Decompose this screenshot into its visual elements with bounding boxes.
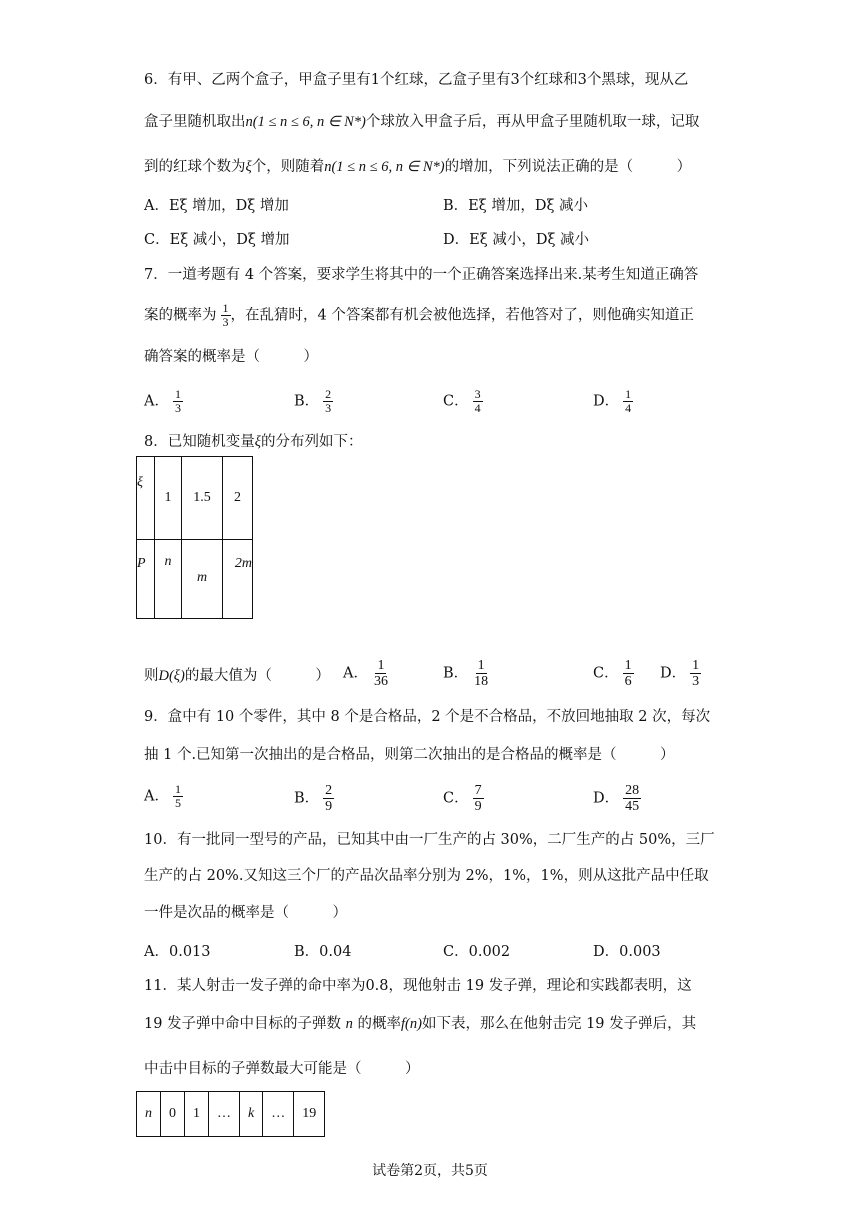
q9-option-d[interactable]: D． $\frac{28}{45}$ bbox=[593, 783, 640, 814]
q7-option-a[interactable]: A． $\frac{1}{3}$ bbox=[144, 387, 181, 415]
q9-option-b[interactable]: B． $\frac{2}{9}$ bbox=[294, 783, 333, 814]
table-cell: n bbox=[137, 1092, 161, 1137]
q8-option-d[interactable]: D． $\frac{1}{3}$ bbox=[660, 658, 700, 689]
table-cell: k bbox=[240, 1092, 263, 1137]
table-cell: … bbox=[209, 1092, 240, 1137]
q7-line3: 确答案的概率是（ ） bbox=[144, 349, 318, 365]
shots-table bbox=[136, 1091, 325, 1137]
table-row bbox=[137, 540, 253, 619]
q6-option-c[interactable]: C．Eξ 减小，Dξ 增加 bbox=[144, 232, 290, 248]
q8-option-a[interactable]: A． $\frac{1}{36}$ bbox=[343, 658, 388, 689]
q10-line1: 10．有一批同一型号的产品，已知其中由一厂生产的占 30%，二厂生产的占 50%，三厂 bbox=[144, 832, 715, 848]
q10-option-b[interactable]: B．0.04 bbox=[294, 944, 352, 960]
table-cell: 1 bbox=[185, 1092, 209, 1137]
q10-option-a[interactable]: A．0.013 bbox=[144, 944, 211, 960]
table-cell: 0 bbox=[161, 1092, 185, 1137]
q7-option-b[interactable]: B． $\frac{2}{3}$ bbox=[294, 387, 332, 415]
q11-line3: 中击中目标的子弹数最大可能是（ ） bbox=[144, 1061, 420, 1077]
q10-option-c[interactable]: C．0.002 bbox=[443, 944, 511, 960]
q8-line1: 8．已知随机变量ξ的分布列如下： bbox=[144, 434, 363, 450]
table-row bbox=[137, 457, 253, 540]
q6-option-d[interactable]: D．Eξ 减小，Dξ 减小 bbox=[443, 232, 590, 248]
q11-line1: 11．某人射击一发子弹的命中率为0.8，现他射击 19 发子弹，理论和实践都表明，这 bbox=[144, 978, 692, 994]
table-cell: 1 bbox=[155, 457, 182, 540]
q8-option-b[interactable]: B． $\frac{1}{18}$ bbox=[443, 658, 489, 689]
q6-line1: 6．有甲、乙两个盒子，甲盒子里有1个红球，乙盒子里有3个红球和3个黑球，现从乙 bbox=[144, 72, 689, 88]
q9-line2: 抽 1 个.已知第一次抽出的是合格品，则第二次抽出的是合格品的概率是（ ） bbox=[144, 747, 675, 763]
q6-option-b[interactable]: B．Eξ 增加，Dξ 减小 bbox=[443, 198, 589, 214]
q9-option-c[interactable]: C． $\frac{7}{9}$ bbox=[443, 783, 482, 814]
table-cell: P bbox=[137, 540, 155, 619]
q8-question: 则D(ξ)的最大值为（ ） bbox=[144, 668, 330, 684]
q8-option-c[interactable]: C． $\frac{1}{6}$ bbox=[593, 658, 632, 689]
q10-option-d[interactable]: D．0.003 bbox=[593, 944, 661, 960]
q11-line2: 19 发子弹中命中目标的子弹数 n 的概率f(n)如下表，那么在他射击完 19 发子弹后，其 bbox=[144, 1016, 697, 1032]
table-cell: 2m bbox=[223, 540, 253, 619]
q10-line2: 生产的占 20%.又知这三个厂的产品次品率分别为 2%，1%，1%，则从这批产品中任取 bbox=[144, 868, 709, 884]
table-cell: 1.5 bbox=[182, 457, 223, 540]
distribution-table bbox=[136, 456, 253, 619]
q9-option-a[interactable]: A． $\frac{1}{5}$ bbox=[144, 782, 181, 810]
q7-line1: 7．一道考题有 4 个答案，要求学生将其中的一个正确答案选择出来.某考生知道正确答 bbox=[144, 267, 699, 283]
table-row bbox=[137, 1092, 325, 1137]
q10-line3: 一件是次品的概率是（ ） bbox=[144, 905, 347, 921]
q6-line3: 到的红球个数为ξ个，则随着n(1 ≤ n ≤ 6, n ∈ N*)的增加，下列说法正确的是（ ） bbox=[144, 159, 692, 175]
q7-option-d[interactable]: D． $\frac{1}{4}$ bbox=[593, 387, 632, 415]
table-cell: m bbox=[182, 540, 223, 619]
table-cell: n bbox=[155, 540, 182, 619]
q7-option-c[interactable]: C． $\frac{3}{4}$ bbox=[443, 387, 481, 415]
table-cell: 2 bbox=[223, 457, 253, 540]
q7-fraction: $\frac{1}{3}$ bbox=[222, 301, 229, 329]
table-cell: 19 bbox=[294, 1092, 325, 1137]
page-footer: 试卷第2页，共5页 bbox=[372, 1163, 488, 1179]
q7-line2: 案的概率为 $\frac{1}{3}$ ，在乱猜时，4 个答案都有机会被他选择，若他答对了，则他确实知道正 bbox=[144, 301, 694, 329]
q6-condition: n(1 ≤ n ≤ 6, n ∈ N*) bbox=[245, 114, 366, 130]
table-cell: … bbox=[263, 1092, 294, 1137]
q6-option-a[interactable]: A．Eξ 增加，Dξ 增加 bbox=[144, 198, 289, 214]
table-cell: ξ bbox=[137, 457, 155, 540]
q9-line1: 9．盒中有 10 个零件，其中 8 个是合格品，2 个是不合格品，不放回地抽取 2 次，每次 bbox=[144, 709, 711, 725]
q6-line2: 盒子里随机取出n(1 ≤ n ≤ 6, n ∈ N*)个球放入甲盒子后，再从甲盒子里随机取一球，记取 bbox=[144, 114, 700, 130]
